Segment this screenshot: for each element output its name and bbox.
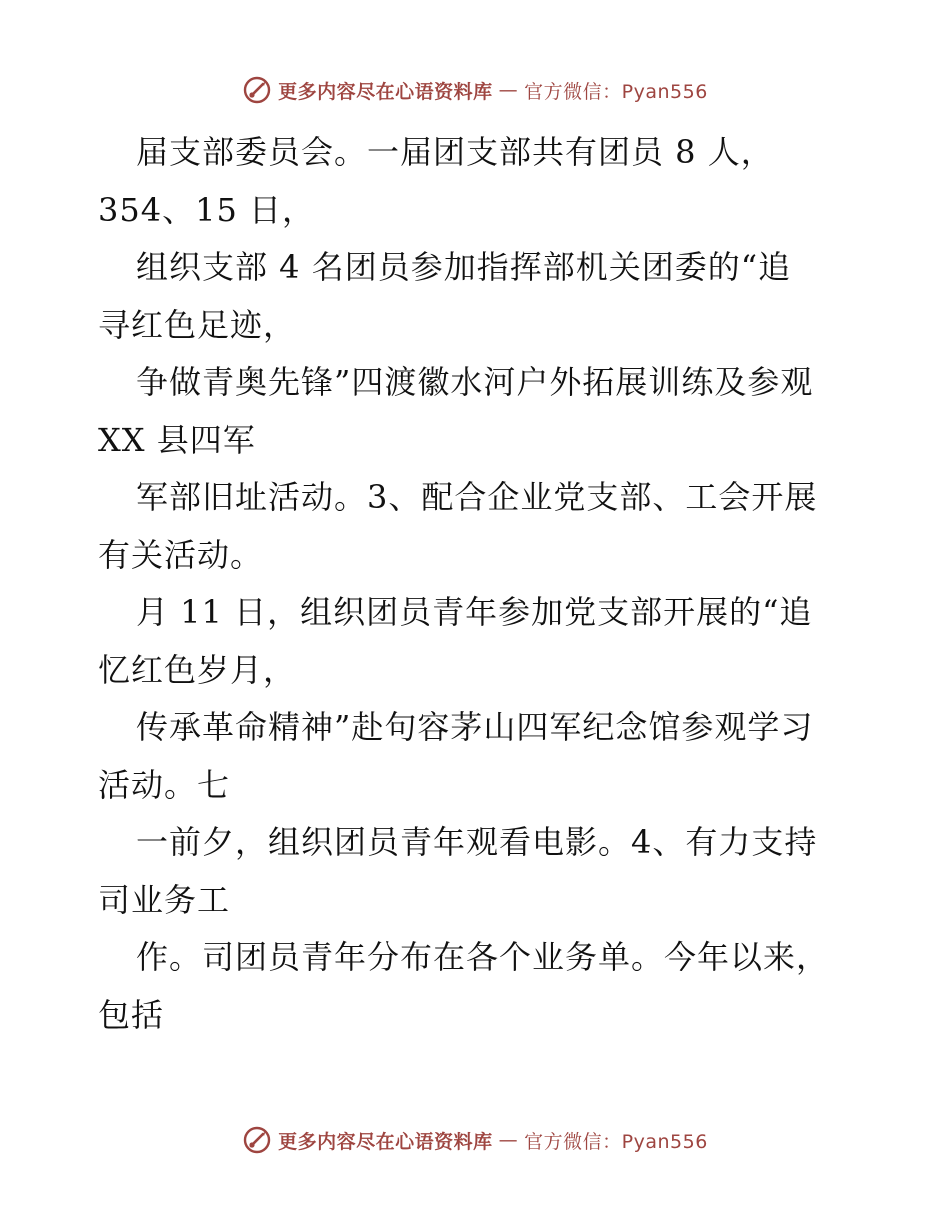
body-line-2: 354、15 日， <box>98 190 315 229</box>
body-line-11: 传承革命精神”赴句容茅山四军纪念馆参观学习 <box>136 708 814 746</box>
body-line-5: 争做青奥先锋”四渡徽水河户外拓展训练及参观 <box>136 363 814 401</box>
quill-logo-icon <box>242 1125 272 1155</box>
body-line-6: XX 县四军 <box>98 420 256 459</box>
header-banner-text: 更多内容尽在心语资料库 <box>278 80 493 103</box>
body-line-10: 忆红色岁月， <box>98 650 297 689</box>
footer-banner-wechat: 官方微信：Pyan556 <box>524 1130 708 1153</box>
body-line-9: 月 11 日，组织团员青年参加党支部开展的“追 <box>136 593 813 631</box>
body-line-1: 届支部委员会。一届团支部共有团员 8 人， <box>136 133 774 171</box>
body-line-3: 组织支部 4 名团员参加指挥部机关团委的“追 <box>136 248 792 286</box>
header-banner-separator: — <box>498 79 519 101</box>
quill-logo-icon <box>242 75 272 105</box>
body-line-15: 作。司团员青年分布在各个业务单。今年以来， <box>136 938 830 976</box>
footer-banner-text: 更多内容尽在心语资料库 <box>278 1130 493 1153</box>
body-line-16: 包括 <box>98 995 165 1034</box>
header-banner-wechat: 官方微信：Pyan556 <box>524 80 708 103</box>
body-line-14: 司业务工 <box>98 880 231 919</box>
body-line-12: 活动。七 <box>98 765 231 804</box>
footer-banner-content <box>242 1125 708 1155</box>
header-banner <box>0 70 950 110</box>
body-line-8: 有关活动。 <box>98 535 264 574</box>
document-body <box>98 124 858 1044</box>
body-line-4: 寻红色足迹， <box>98 305 297 344</box>
body-line-7: 军部旧址活动。3、配合企业党支部、工会开展 <box>136 478 818 516</box>
body-line-13: 一前夕，组织团员青年观看电影。4、有力支持 <box>136 823 818 861</box>
footer-banner <box>0 1120 950 1160</box>
header-banner-content <box>242 75 708 105</box>
footer-banner-separator: — <box>498 1129 519 1151</box>
